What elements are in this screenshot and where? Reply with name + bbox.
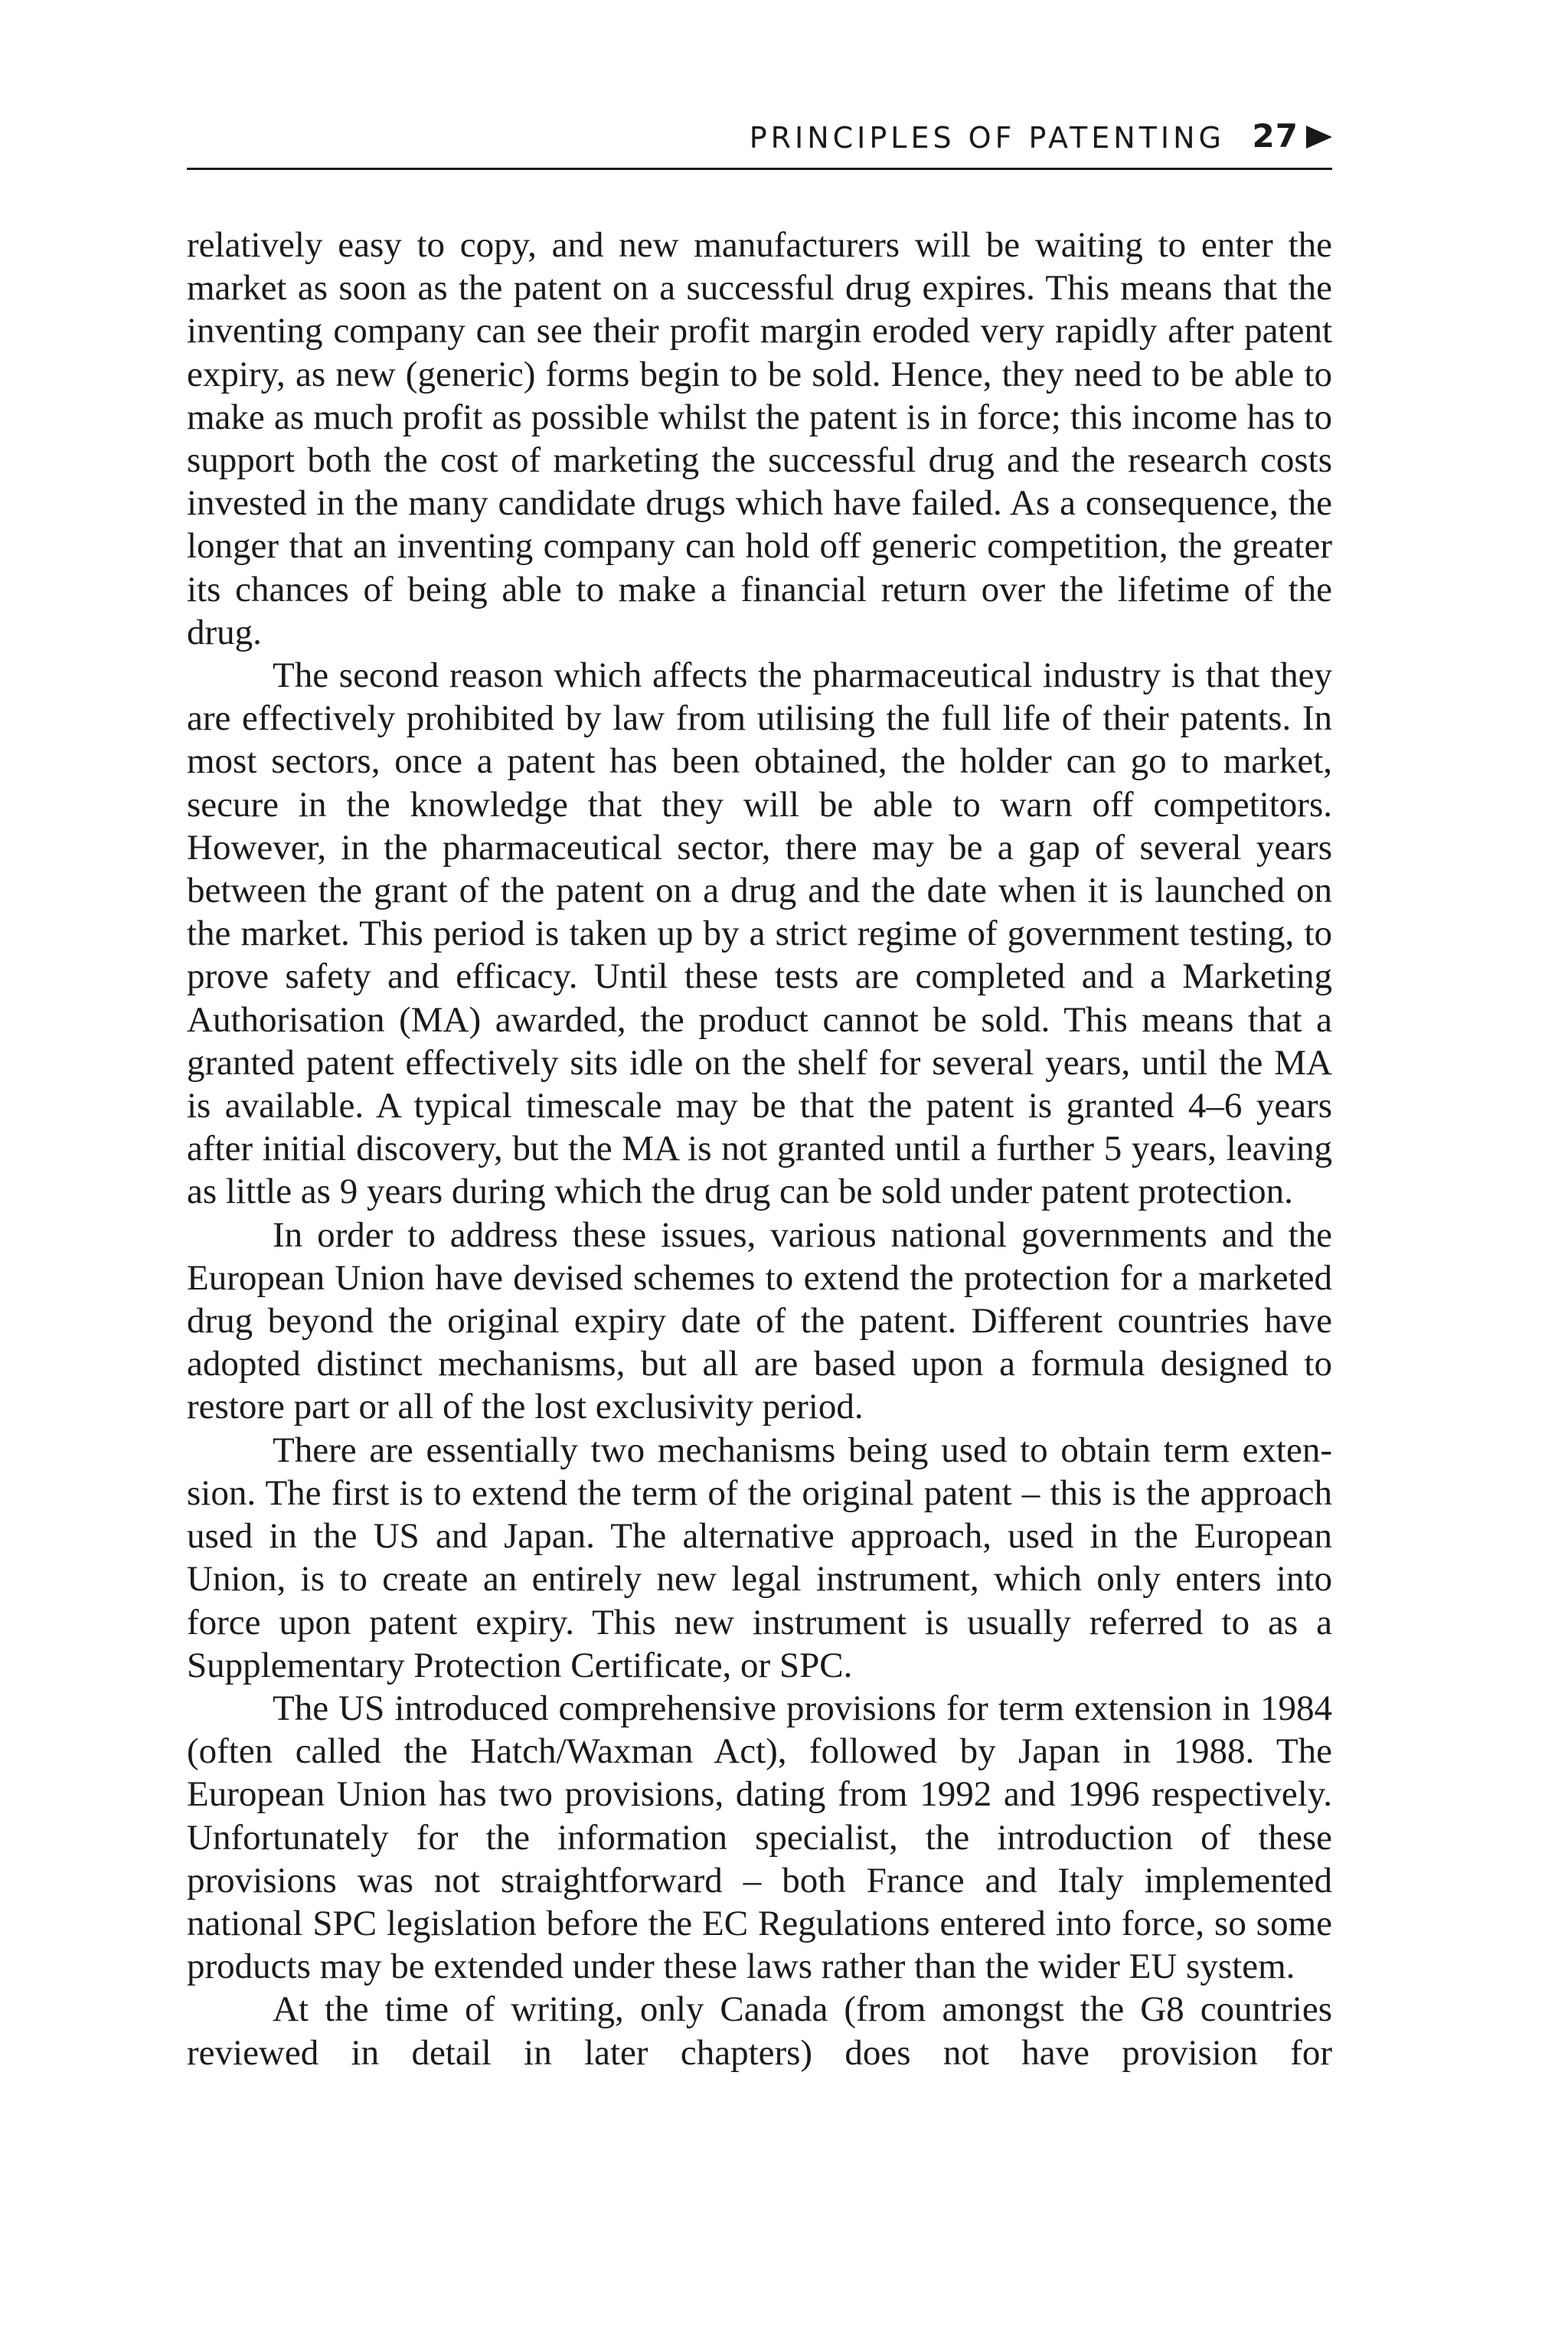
right-triangle-icon xyxy=(1306,126,1332,149)
paragraph-1: relatively easy to copy, and new manufacturers will be waiting to enter the market as soon as the patent on a successful drug expires. This means that the inventing company can see their profit margin eroded very rapidly after patent expiry, as new (generic) forms begin to be sold. Hence, they need to be able to make as much profit as possible whilst the patent is in force; this income has to support both the cost of marketing the successful drug and the research costs invested in the many candidate drugs which have failed. As a consequence, the longer that an inventing company can hold off generic competition, the greater its chances of being able to make a financial return over the lifetime of the drug. xyxy=(187,225,1332,652)
body-text xyxy=(187,224,1332,2074)
paragraph-4: There are essentially two mechanisms being used to obtain term extension. The first is to extend the term of the original patent – this is the approach used in the US and Japan. The alternative approach, used in the European Union, is to create an entirely new legal instrument, which only enters into force upon patent expiry. This new instrument is usually referred to as a Supplementary Protection Certificate, or SPC. xyxy=(187,1430,1332,1685)
page-number: 27 xyxy=(1252,117,1298,155)
paragraph-3: In order to address these issues, various national governments and the European Union have devised schemes to extend the protection for a marketed drug beyond the original expiry date of the patent. Different countries have adopted distinct mechanisms, but all are based upon a formula designed to restore part or all of the lost exclusivity period. xyxy=(187,1214,1332,1427)
paragraph-2: The second reason which affects the pharmaceutical industry is that they are effectively prohibited by law from utilising the full life of their patents. In most sectors, once a patent has been obtained, the holder can go to market, secure in the knowledge that they will be able to warn off competitors. However, in the pharmaceutical sector, there may be a gap of several years between the grant of the patent on a drug and the date when it is launched on the market. This period is taken up by a strict regime of government testing, to prove safety and efficacy. Until these tests are completed and a Marketing Authorisation (MA) awarded, the product cannot be sold. This means that a granted patent effectively sits idle on the shelf for several years, until the MA is available. A typical timescale may be that the patent is granted 4–6 years after initial discovery, but the MA is not granted until a further 5 years, leaving as little as 9 years during which the drug can be sold under patent protection. xyxy=(187,655,1332,1212)
running-title: PRINCIPLES OF PATENTING xyxy=(749,121,1225,155)
paragraph-6: At the time of writing, only Canada (from amongst the G8 countries reviewed in detail in later chapters) does not have provision for xyxy=(187,1989,1332,2073)
running-header xyxy=(187,115,1332,170)
paragraph-5: The US introduced comprehensive provisions for term extension in 1984 (often called the Hatch/Waxman Act), followed by Japan in 1988. The European Union has two provisions, dating from 1992 and 1996 respectively. Unfortunately for the information specialist, the introduction of these provisions was not straightforward – both France and Italy implemented national SPC legislation before the EC Regulations entered into force, so some products may be extended under these laws rather than the wider EU system. xyxy=(187,1688,1332,1987)
